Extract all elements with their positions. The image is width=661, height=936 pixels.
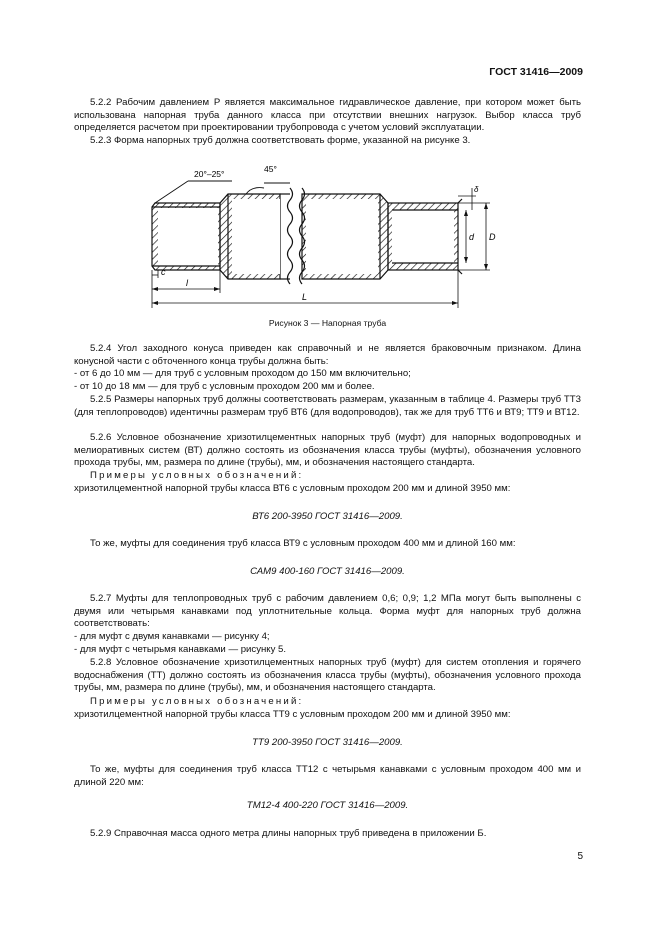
paragraph-5-2-5: 5.2.5 Размеры напорных труб должны соответствовать размерам, указанным в таблице 4. Размеры труб ТТ3 (для теплопроводов) идентичны размерам труб ВТ6 (для водопроводов), так же для труб ТТ6 и ВТ9; ТТ9 и ВТ12. bbox=[74, 394, 581, 418]
example-text: хризотилцементной напорной трубы класса ТТ9 с условным проходом 200 мм и длиной 3950 мм: bbox=[74, 709, 511, 720]
figure-caption: Рисунок 3 — Напорная труба bbox=[268, 318, 387, 328]
example-code: ВТ6 200-3950 ГОСТ 31416—2009. bbox=[252, 511, 403, 522]
list-item: - от 6 до 10 мм — для труб с условным проходом до 150 мм включительно; bbox=[74, 368, 411, 379]
pressure-pipe-figure bbox=[140, 158, 500, 310]
dim-D-label: D bbox=[489, 232, 496, 242]
list-item: - от 10 до 18 мм — для труб с условным проходом 200 мм и более. bbox=[74, 381, 375, 392]
examples-label: Примеры условных обозначений: bbox=[90, 470, 304, 481]
paragraph-5-2-8: 5.2.8 Условное обозначение хризотилцементных напорных труб (муфт) для систем отопления и горячего водоснабжения (ТТ) должно состоять из обозначения класса трубы (муфты), обозначения условного прохода трубы, мм, размера по длине (трубы), мм, и обозначения настоящего стандарта. bbox=[74, 657, 581, 694]
paragraph-5-2-7: 5.2.7 Муфты для теплопроводных труб с рабочим давлением 0,6; 0,9; 1,2 МПа могут быть выполнены с двумя или четырьмя канавками под уплотнительные кольца. Форма муфт для напорных труб должна соответствовать: bbox=[74, 593, 581, 630]
dim-delta-label: δ bbox=[474, 185, 479, 194]
dim-L-label: L bbox=[302, 292, 308, 302]
paragraph-5-2-6: 5.2.6 Условное обозначение хризотилцементных напорных труб (муфт) для напорных водопроводных и мелиоративных систем (ВТ) должно состоять из обозначения класса трубы (муфты), обозначения условного прохода трубы, мм, размера по длине (трубы), мм, и обозначения настоящего стандарта. bbox=[74, 432, 581, 469]
example-text: То же, муфты для соединения труб класса ВТ9 с условным проходом 400 мм и длиной 160 мм: bbox=[90, 538, 516, 549]
dim-l-label: l bbox=[186, 278, 188, 288]
example-code: САМ9 400-160 ГОСТ 31416—2009. bbox=[250, 566, 405, 577]
paragraph-5-2-2: 5.2.2 Рабочим давлением P является максимальное гидравлическое давление, при котором может быть использована напорная труба данного класса при отсутствии внешних нагрузок. Выбор класса труб определяется расчетом при проектировании трубопровода с учетом условий эксплуатации. bbox=[74, 97, 581, 134]
cone-angle-label: 20°–25° bbox=[194, 169, 225, 179]
paragraph-5-2-9: 5.2.9 Справочная масса одного метра длины напорных труб приведена в приложении Б. bbox=[90, 828, 487, 839]
list-item: - для муфт с четырьмя канавками — рисунку 5. bbox=[74, 644, 287, 655]
example-text: То же, муфты для соединения труб класса ТТ12 с четырьмя канавками с условным проходом 400 мм и длиной 220 мм: bbox=[74, 764, 581, 788]
paragraph-5-2-4: 5.2.4 Угол заходного конуса приведен как справочный и не является браковочным признаком. Длина конусной части с обточенного конца трубы должна быть: bbox=[74, 343, 581, 367]
example-text: хризотилцементной напорной трубы класса ВТ6 с условным проходом 200 мм и длиной 3950 мм: bbox=[74, 483, 511, 494]
dim-d-label: d bbox=[469, 232, 475, 242]
page-number: 5 bbox=[577, 851, 583, 862]
paragraph-5-2-3: 5.2.3 Форма напорных труб должна соответствовать форме, указанной на рисунке 3. bbox=[90, 135, 471, 146]
chamfer-angle-label: 45° bbox=[264, 164, 277, 174]
dim-c-label: c bbox=[161, 267, 166, 277]
example-code: ТТ9 200-3950 ГОСТ 31416—2009. bbox=[252, 737, 403, 748]
examples-label: Примеры условных обозначений: bbox=[90, 696, 304, 707]
document-number-header: ГОСТ 31416—2009 bbox=[489, 66, 583, 78]
list-item: - для муфт с двумя канавками — рисунку 4; bbox=[74, 631, 270, 642]
example-code: ТМ12-4 400-220 ГОСТ 31416—2009. bbox=[246, 800, 409, 811]
